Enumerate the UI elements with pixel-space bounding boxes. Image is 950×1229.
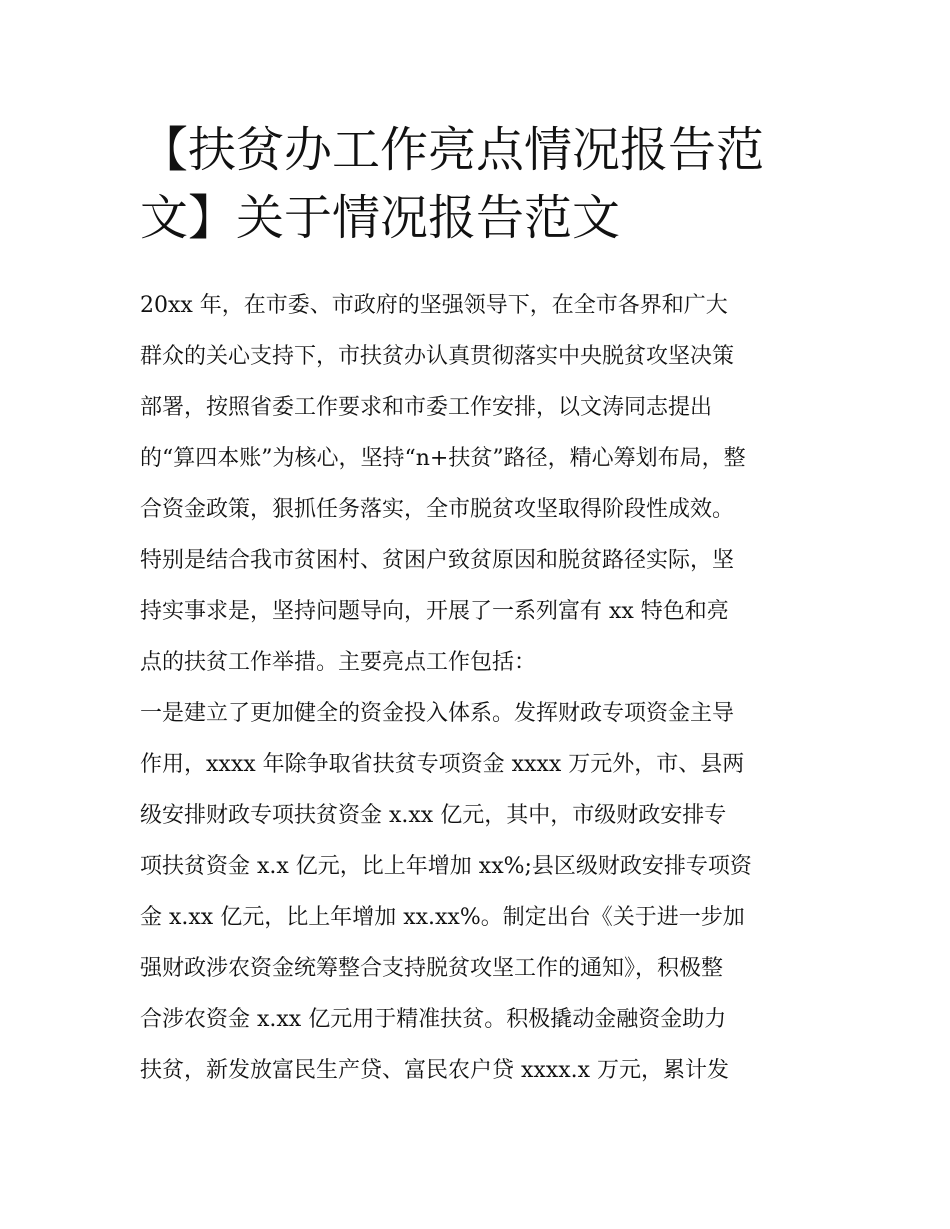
body-line: 扶贫，新发放富民生产贷、富民农户贷 xxxx.x 万元，累计发	[140, 1058, 730, 1083]
body-line: 项扶贫资金 x.x 亿元，比上年增加 xx%;县区级财政安排专项资	[140, 854, 752, 879]
title-line-2: 文】关于情况报告范文	[140, 190, 621, 246]
body-line: 一是建立了更加健全的资金投入体系。发挥财政专项资金主导	[140, 701, 735, 726]
body-line: 级安排财政专项扶贫资金 x.xx 亿元，其中，市级财政安排专	[140, 803, 727, 828]
body-line: 持实事求是，坚持问题导向，开展了一系列富有 xx 特色和亮	[140, 599, 729, 624]
body-line: 20xx 年，在市委、市政府的坚强领导下，在全市各界和广大	[140, 293, 728, 318]
body-line: 作用，xxxx 年除争取省扶贫专项资金 xxxx 万元外，市、县两	[140, 752, 745, 777]
body-line: 金 x.xx 亿元，比上年增加 xx.xx%。制定出台《关于进一步加	[140, 905, 745, 930]
body-line: 特别是结合我市贫困村、贫困户致贫原因和脱贫路径实际，坚	[140, 548, 735, 573]
title-line-1: 【扶贫办工作亮点情况报告范	[140, 122, 765, 178]
body-line: 部署，按照省委工作要求和市委工作安排，以文涛同志提出	[140, 395, 713, 420]
body-line: 合涉农资金 x.xx 亿元用于精准扶贫。积极撬动金融资金助力	[140, 1007, 727, 1032]
body-line: 的“算四本账”为核心，坚持“n+扶贫”路径，精心筹划布局，整	[140, 446, 746, 471]
body-line: 点的扶贫工作举措。主要亮点工作包括：	[140, 650, 537, 675]
document-body	[140, 280, 830, 1096]
body-line: 强财政涉农资金统筹整合支持脱贫攻坚工作的通知》，积极整	[140, 956, 724, 981]
body-line: 群众的关心支持下，市扶贫办认真贯彻落实中央脱贫攻坚决策	[140, 344, 735, 369]
document-title	[140, 116, 830, 252]
body-line: 合资金政策，狠抓任务落实，全市脱贫攻坚取得阶段性成效。	[140, 497, 735, 522]
